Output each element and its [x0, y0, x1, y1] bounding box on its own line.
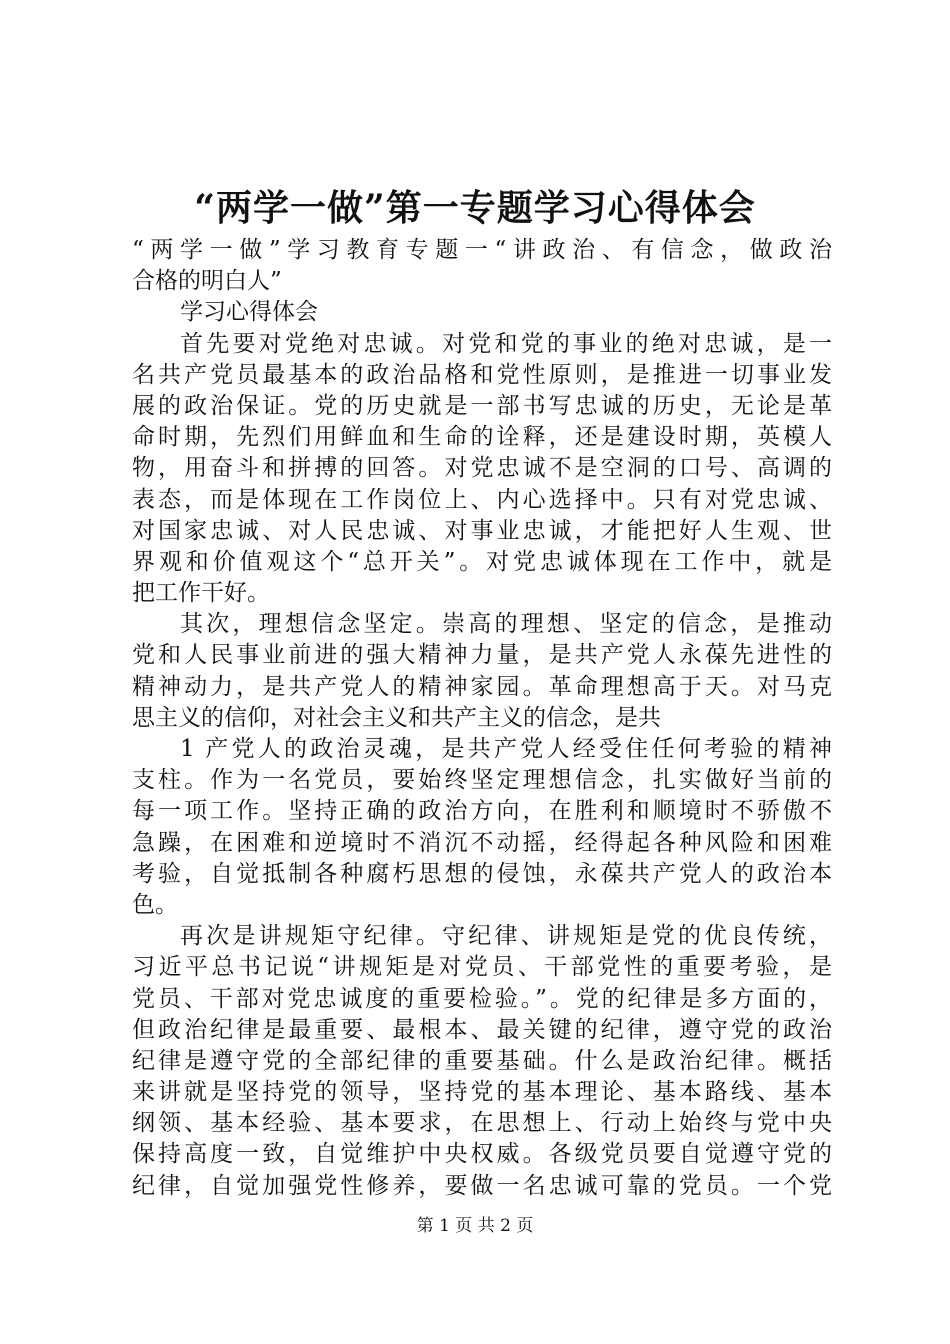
text-line: 物，用奋斗和拼搏的回答。对党忠诚不是空洞的口号、高调的 — [132, 455, 832, 482]
text-line: 学习心得体会 — [180, 299, 318, 326]
text-line: 界观和价值观这个“总开关”。对党忠诚体现在工作中，就是 — [132, 548, 832, 575]
text-line: 纪律是遵守党的全部纪律的重要基础。什么是政治纪律。概括 — [132, 1047, 832, 1074]
text-line: 思主义的信仰，对社会主义和共产主义的信念，是共 — [132, 704, 661, 731]
text-line: 考验，自觉抵制各种腐朽思想的侵蚀，永葆共产党人的政治本 — [132, 860, 832, 887]
text-line: 纪律，自觉加强党性修养，要做一名忠诚可靠的党员。一个党 — [132, 1172, 832, 1199]
document-title: “两学一做”第一专题学习心得体会 — [194, 187, 756, 229]
text-line: 其次，理想信念坚定。崇高的理想、坚定的信念，是推动 — [180, 611, 832, 638]
text-line: 首先要对党绝对忠诚。对党和党的事业的绝对忠诚，是一 — [180, 330, 832, 357]
text-line: 急躁，在困难和逆境时不消沉不动摇，经得起各种风险和困难 — [132, 829, 832, 856]
text-line: 但政治纪律是最重要、最根本、最关键的纪律，遵守党的政治 — [132, 1016, 832, 1043]
text-line: 展的政治保证。党的历史就是一部书写忠诚的历史，无论是革 — [132, 392, 832, 419]
text-line: 命时期，先烈们用鲜血和生命的诠释，还是建设时期，英模人 — [132, 424, 832, 451]
text-line: 党和人民事业前进的强大精神力量，是共产党人永葆先进性的 — [132, 642, 832, 669]
text-line: 保持高度一致，自觉维护中央权威。各级党员要自觉遵守党的 — [132, 1141, 832, 1168]
text-line: 再次是讲规矩守纪律。守纪律、讲规矩是党的优良传统， — [180, 923, 832, 950]
document-body — [132, 235, 832, 1202]
text-line: “两学一做”学习教育专题一“讲政治、有信念，做政治 — [132, 237, 832, 263]
text-line: 把工作干好。 — [132, 580, 270, 607]
text-line: 党员、干部对党忠诚度的重要检验。”。党的纪律是多方面的， — [132, 985, 832, 1012]
text-line: 每一项工作。坚持正确的政治方向，在胜利和顺境时不骄傲不 — [132, 798, 832, 825]
text-line: 名共产党员最基本的政治品格和党性原则，是推进一切事业发 — [132, 361, 832, 388]
text-line: 合格的明白人” — [132, 268, 282, 295]
text-line: 精神动力，是共产党人的精神家园。革命理想高于天。对马克 — [132, 673, 832, 700]
text-line: 支柱。作为一名党员，要始终坚定理想信念，扎实做好当前的 — [132, 767, 832, 794]
page-footer: 第 1 页 共 2 页 — [416, 1216, 534, 1236]
text-line: 1 产党人的政治灵魂，是共产党人经受住任何考验的精神 — [180, 736, 832, 762]
text-line: 表态，而是体现在工作岗位上、内心选择中。只有对党忠诚、 — [132, 486, 832, 513]
text-line: 对国家忠诚、对人民忠诚、对事业忠诚，才能把好人生观、世 — [132, 517, 832, 544]
text-line: 纲领、基本经验、基本要求，在思想上、行动上始终与党中央 — [132, 1110, 832, 1137]
text-line: 来讲就是坚持党的领导，坚持党的基本理论、基本路线、基本 — [132, 1079, 832, 1106]
text-line: 习近平总书记说“讲规矩是对党员、干部党性的重要考验，是 — [132, 954, 832, 981]
text-line: 色。 — [132, 891, 178, 918]
